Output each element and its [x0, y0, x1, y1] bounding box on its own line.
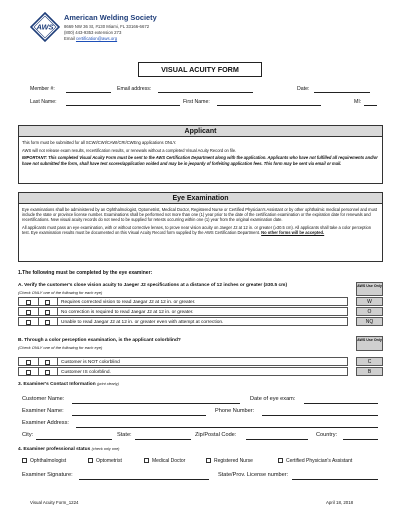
date-label: Date:: [297, 86, 310, 92]
right-eye-checkbox[interactable]: [45, 300, 50, 305]
question-b-row: [18, 367, 348, 376]
org-name: American Welding Society: [64, 13, 157, 22]
status-option-label: Optometrist: [96, 458, 122, 464]
phone-number-field[interactable]: [262, 415, 378, 416]
member-no-field[interactable]: [66, 92, 111, 93]
exam-date-field[interactable]: [304, 403, 378, 404]
examiner-signature-field[interactable]: [79, 479, 209, 480]
eye-exam-p2: [22, 225, 379, 235]
city-field[interactable]: [36, 439, 112, 440]
org-email-link[interactable]: certification@aws.org: [75, 36, 118, 41]
logo-text: AWS: [36, 22, 54, 32]
license-number-label: State/Prov. License number:: [218, 472, 289, 478]
question-b-row-text: Customer IS colorblind.: [61, 369, 111, 375]
left-eye-checkbox[interactable]: [26, 300, 31, 305]
section3-heading: 3. Examiner's Contact Information: [18, 382, 96, 387]
status-option-ophthalmologist[interactable]: [22, 458, 66, 464]
aws-code: O: [356, 307, 383, 316]
aws-use-only-label: AWS Use Only: [356, 336, 383, 351]
examiner-address-field[interactable]: [76, 427, 378, 428]
footer-form-id: Visual Acuity Form_1224: [30, 500, 79, 505]
status-option-label: Medical Doctor: [152, 458, 186, 464]
mi-field[interactable]: [364, 105, 377, 106]
left-eye-checkbox[interactable]: [26, 310, 31, 315]
status-option-medical-doctor[interactable]: [144, 458, 185, 464]
left-eye-checkbox[interactable]: [26, 360, 31, 365]
examiner-name-label: Examiner Name:: [22, 408, 64, 414]
left-eye-checkbox[interactable]: [26, 370, 31, 375]
eye-exam-p2-bold: No other forms will be accepted.: [261, 230, 325, 236]
org-email-line: [64, 36, 117, 41]
question-a-row-text: Requires corrected vision to read Jaegar J2 at 12 in. or greater.: [61, 299, 196, 305]
right-eye-checkbox[interactable]: [45, 320, 50, 325]
question-a-row-text: Unable to read Jaegar J2 at 12 in. or greater even with attempt at correction.: [61, 319, 224, 325]
right-eye-checkbox[interactable]: [45, 370, 50, 375]
form-title: VISUAL ACUITY FORM: [161, 65, 239, 74]
right-eye-checkbox[interactable]: [45, 310, 50, 315]
email-address-field[interactable]: [158, 92, 253, 93]
country-label: Country:: [316, 432, 338, 438]
question-b-note: (Check ONLY one of the following for each eye): [18, 345, 103, 350]
professional-status-options: [22, 458, 382, 466]
question-a-note: (Check ONLY one of the following for each eye): [18, 290, 103, 295]
footer-date: April 18, 2018: [326, 500, 354, 505]
aws-code: NQ: [356, 317, 383, 326]
applicant-p1: This form must be submitted for all SCWI/CWI/CAWI/CRI/CWEng applications ONLY.: [22, 140, 177, 145]
question-a-row-text: No correction is required to read Jaegar J2 at 12 in. or greater.: [61, 309, 194, 315]
eye-exam-p2-text: All applicants must pass an eye examination, with or without corrective lenses, to prove near vision acuity on Jaeger J2 at 12 in. or greater (≥30.5 cm). All applicants shall take a color perception test. Eye examination results must be documented on this Visual Acuity Record form supplied by the AWS Certification Department.: [22, 225, 372, 236]
question-a: A. Verify the customer's close vision acuity to Jaeger J2 specifications at a distance of 12 inches or greater (≥30.5 cm): [18, 283, 288, 288]
examiner-name-field[interactable]: [72, 415, 206, 416]
applicant-heading: Applicant: [18, 125, 383, 137]
zip-field[interactable]: [246, 439, 308, 440]
section3-heading-line: [18, 382, 119, 387]
question-a-row: [18, 297, 348, 306]
section4-heading: 4. Examiner professional status: [18, 447, 91, 452]
status-option-physician-assistant[interactable]: [278, 458, 352, 464]
eye-exam-p1: Eye examinations shall be administered by an Ophthalmologist, Optometrist, Medical Doctor, Registered Nurse or Certified Physician's Assistant or by other ophthalmic medical personnel and must include the state or province license number. Examinations shall be performed not more than one (1) year prior to the date of the certification examination or the expiration date for renewals and recertifications. New visual acuity records do not need to be supplied for retests occurring within one (1) year from the original examination date.: [22, 207, 378, 223]
status-checkbox[interactable]: [278, 458, 283, 463]
status-checkbox[interactable]: [144, 458, 149, 463]
form-title-box: [138, 62, 262, 77]
examiner-address-label: Examiner Address:: [22, 420, 69, 426]
org-address: 8669 NW 36 St, #130 Miami, FL 33166-6672: [64, 24, 150, 29]
org-email-label: Email: [64, 36, 75, 41]
mi-label: MI:: [354, 99, 362, 105]
state-field[interactable]: [135, 439, 191, 440]
eye-exam-body: [18, 204, 383, 262]
section4-heading-line: [18, 447, 119, 452]
first-name-label: First Name:: [183, 99, 210, 105]
applicant-p2: AWS will not release exam results, recertification results, or renewals without a completed Visual Acuity Record on file.: [22, 147, 237, 153]
customer-name-label: Customer Name:: [22, 396, 65, 402]
left-eye-checkbox[interactable]: [26, 320, 31, 325]
aws-logo: [30, 12, 60, 42]
last-name-label: Last Name:: [30, 99, 57, 105]
right-eye-checkbox[interactable]: [45, 360, 50, 365]
question-b-table: [18, 357, 348, 377]
section4-note: (check only one): [91, 447, 120, 451]
aws-code: W: [356, 297, 383, 306]
exam-date-label: Date of eye exam:: [250, 396, 296, 402]
status-checkbox[interactable]: [22, 458, 27, 463]
question-a-row: [18, 307, 348, 316]
city-label: City:: [22, 432, 34, 438]
member-no-label: Member #:: [30, 86, 55, 92]
question-b-row-text: Customer is NOT colorblind: [61, 359, 120, 365]
status-option-label: Ophthalmologist: [30, 458, 67, 464]
eye-exam-heading: Eye Examination: [18, 192, 383, 204]
question-a-table: [18, 297, 348, 327]
status-option-registered-nurse[interactable]: [206, 458, 253, 464]
state-label: State:: [117, 432, 132, 438]
question-b: B. Through a color perception examination, is the applicant colorblind?: [18, 338, 181, 343]
customer-name-field[interactable]: [72, 403, 240, 404]
first-name-field[interactable]: [217, 105, 321, 106]
last-name-field[interactable]: [66, 105, 180, 106]
question-a-row: [18, 317, 348, 326]
section1-heading: 1.The following must be completed by the eye examiner:: [18, 270, 153, 276]
phone-number-label: Phone Number:: [215, 408, 255, 414]
email-address-label: Email address:: [117, 86, 152, 92]
question-b-row: [18, 357, 348, 366]
country-field[interactable]: [343, 439, 378, 440]
date-field[interactable]: [314, 92, 370, 93]
status-option-optometrist[interactable]: [88, 458, 122, 464]
applicant-important: IMPORTANT: This completed Visual Acuity Form must be sent to the AWS Certification Department along with the application. Applicants who have not fulfilled all requirements and/or have not submitted the form, shall have test scores/application voided and may be in jeopardy of forfeiting application fees. This form may be sent via email or mail.: [22, 155, 378, 166]
aws-use-only-label: AWS Use Only: [356, 282, 383, 296]
status-option-label: Certified Physician's Assistant: [286, 458, 353, 464]
status-option-label: Registered Nurse: [214, 458, 253, 464]
license-number-field[interactable]: [292, 479, 378, 480]
org-phone: (800) 443-9353 extension 273: [64, 30, 122, 35]
section3-note: (print clearly): [96, 382, 119, 386]
aws-code: C: [356, 357, 383, 366]
examiner-signature-label: Examiner Signature:: [22, 472, 73, 478]
aws-code: B: [356, 367, 383, 376]
applicant-body: [18, 137, 383, 184]
status-checkbox[interactable]: [88, 458, 93, 463]
zip-label: Zip/Postal Code:: [195, 432, 237, 438]
status-checkbox[interactable]: [206, 458, 211, 463]
